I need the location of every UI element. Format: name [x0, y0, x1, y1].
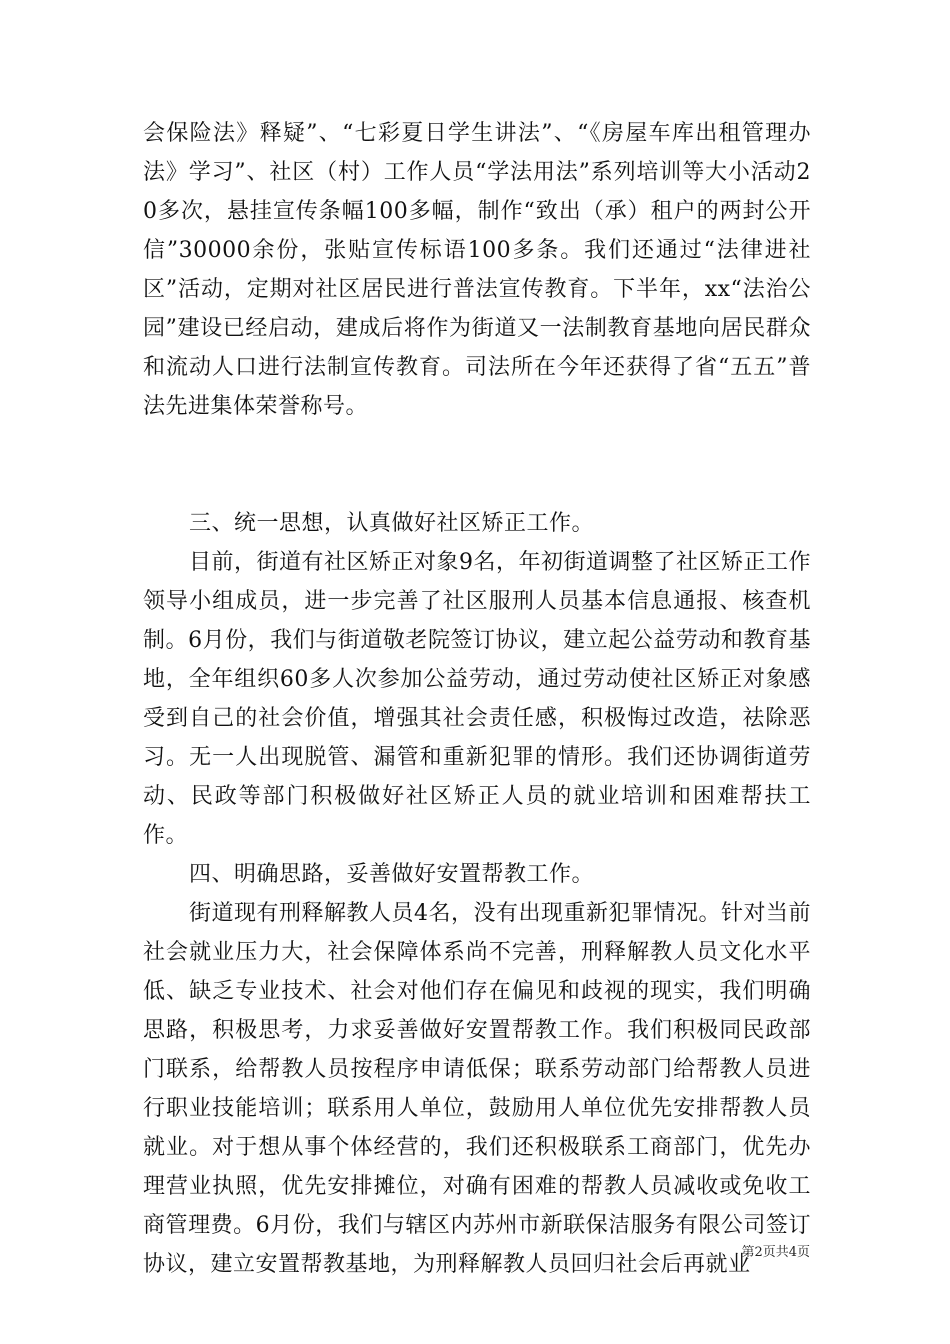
section-spacer [143, 426, 811, 504]
section-heading-3: 三、统一思想，认真做好社区矫正工作。 [189, 511, 595, 536]
page-number-footer: 第2页共4页 [741, 1245, 810, 1260]
paragraph-community-correction: 目前，街道有社区矫正对象9名，年初街道调整了社区矫正工作领导小组成员，进一步完善了社区服刑人员基本信息通报、核查机制。6月份，我们与街道敬老院签订协议，建立起公益劳动和教育基地，全年组织60多人次参加公益劳动，通过劳动使社区矫正对象感受到自己的社会价值，增强其社会责任感，积极悔过改造，祛除恶习。无一人出现脱管、漏管和重新犯罪的情形。我们还协调街道劳动、民政等部门积极做好社区矫正人员的就业培训和困难帮扶工作。 [143, 550, 811, 848]
section-heading-4: 四、明确思路，妥善做好安置帮教工作。 [189, 862, 595, 887]
paragraph-continuation: 会保险法》释疑”、“七彩夏日学生讲法”、“《房屋车库出租管理办法》学习”、社区（村）工作人员“学法用法”系列培训等大小活动20多次，悬挂宣传条幅100多幅，制作“致出（承）租户的两封公开信”30000余份，张贴宣传标语100多条。我们还通过“法律进社区”活动，定期对社区居民进行普法宣传教育。下半年，xx“法治公园”建设已经启动，建成后将作为街道又一法制教育基地向居民群众和流动人口进行法制宣传教育。司法所在今年还获得了省“五五”普法先进集体荣誉称号。 [143, 121, 811, 419]
document-body [143, 114, 811, 1284]
paragraph-resettlement: 街道现有刑释解教人员4名，没有出现重新犯罪情况。针对当前社会就业压力大，社会保障体系尚不完善，刑释解教人员文化水平低、缺乏专业技术、社会对他们存在偏见和歧视的现实，我们明确思路，积极思考，力求妥善做好安置帮教工作。我们积极同民政部门联系，给帮教人员按程序申请低保；联系劳动部门给帮教人员进行职业技能培训；联系用人单位，鼓励用人单位优先安排帮教人员就业。对于想从事个体经营的，我们还积极联系工商部门，优先办理营业执照，优先安排摊位，对确有困难的帮教人员减收或免收工商管理费。6月份，我们与辖区内苏州市新联保洁服务有限公司签订协议，建立安置帮教基地，为刑释解教人员回归社会后再就业 [143, 901, 811, 1277]
